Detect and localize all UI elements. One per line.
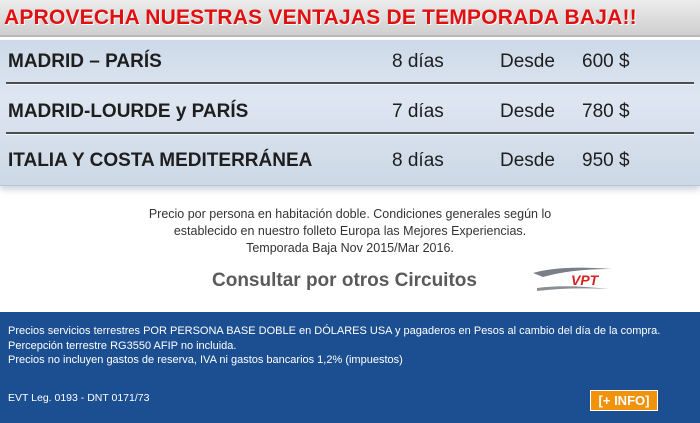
footer-line: Precios no incluyen gastos de reserva, IVA ni gastos bancarios 1,2% (impuestos) [8,354,403,366]
row-divider [6,82,694,84]
footer-panel [0,312,700,423]
route-row[interactable] [0,90,700,134]
vpt-logo [531,264,613,294]
vpt-logo-text: VPT [571,272,599,288]
route-row[interactable] [0,139,700,183]
route-price: 600 $ [582,51,630,72]
route-name: ITALIA Y COSTA MEDITERRÁNEA [8,150,313,171]
routes-panel [0,40,700,186]
route-days: 8 días [392,150,444,171]
route-name: MADRID – PARÍS [8,51,162,72]
footer-notes [8,324,660,368]
conditions-line: Temporada Baja Nov 2015/Mar 2016. [246,241,454,255]
footer-line: Percepción terrestre RG3550 AFIP no incluida. [8,339,237,352]
consult-circuits-link[interactable]: Consultar por otros Circuitos [212,270,477,291]
route-days: 8 días [392,51,444,72]
conditions-line: establecido en nuestro folleto Europa las Mejores Experiencias. [173,224,527,238]
route-price: 950 $ [582,150,630,171]
footer-line: Precios servicios terrestres POR PERSONA BASE DOBLE en DÓLARES USA y pagaderos en Pesos al cambio del día de la compra. [8,325,661,337]
conditions-text [100,206,600,257]
route-from-label: Desde [500,150,555,171]
more-info-button[interactable]: [+ INFO] [590,390,658,411]
route-row[interactable] [0,40,700,84]
route-price: 780 $ [582,101,630,122]
legal-registration: EVT Leg. 0193 - DNT 0171/73 [8,392,150,404]
promo-banner [0,0,700,37]
banner-title: APROVECHA NUESTRAS VENTAJAS DE TEMPORADA BAJA!! [4,6,637,29]
vpt-logo-icon [531,264,613,294]
route-name: MADRID-LOURDE y PARÍS [8,101,249,122]
row-divider [6,132,694,134]
route-days: 7 días [392,101,444,122]
conditions-line: Precio por persona en habitación doble. Condiciones generales según lo [148,207,552,221]
route-from-label: Desde [500,51,555,72]
route-from-label: Desde [500,101,555,122]
